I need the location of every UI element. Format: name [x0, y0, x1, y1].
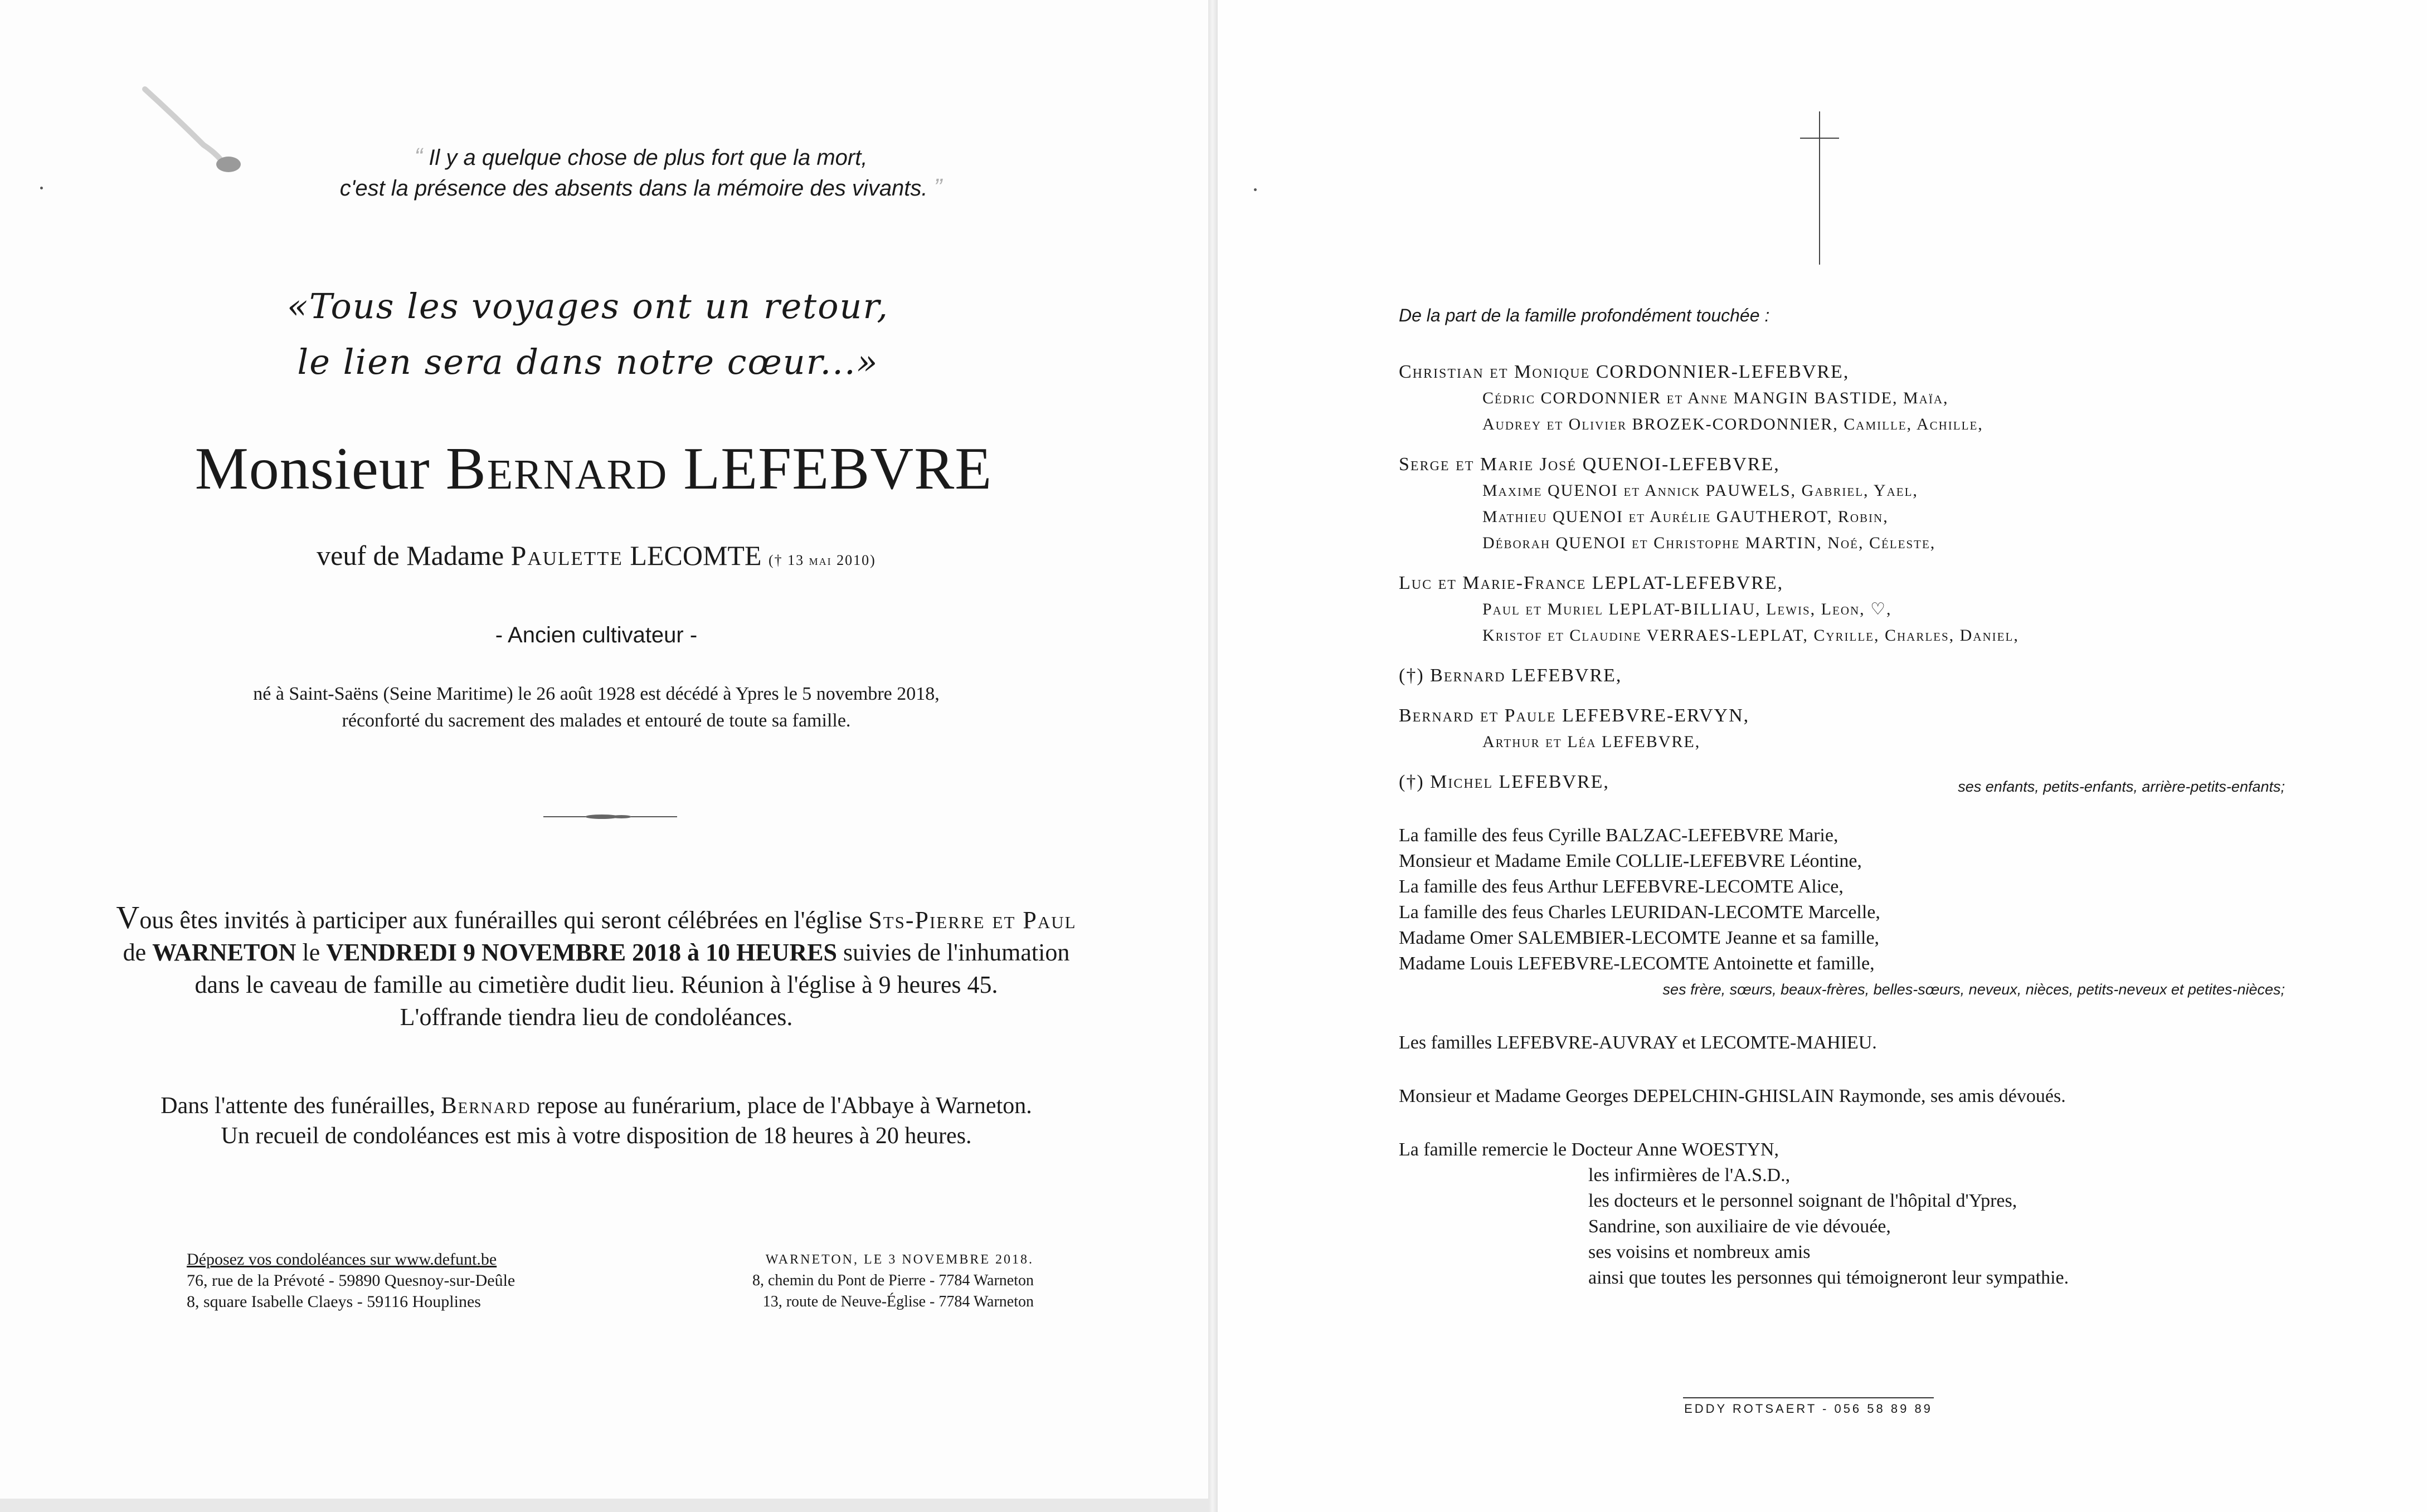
relative-line: La famille des feus Arthur LEFEBVRE-LECOMTE Alice,: [1399, 876, 1844, 897]
profession: - Ancien cultivateur -: [495, 623, 698, 647]
family-sub: Kristof et Claudine VERRAES-LEPLAT, Cyrille, Charles, Daniel,: [1482, 626, 2019, 645]
epigraph-line-1: [312, 142, 970, 173]
open-quote-mark: “: [414, 143, 423, 170]
wake-info: [84, 1091, 1109, 1151]
address-left-2: 8, square Isabelle Claeys - 59116 Houplines: [187, 1292, 481, 1311]
church-name: Sts-Pierre et Paul: [868, 906, 1077, 934]
funeral-invitation: [95, 901, 1098, 1033]
funeral-text-2: de: [123, 939, 147, 966]
michel-name: (†) Michel LEFEBVRE,: [1399, 772, 1609, 792]
family-group: [1399, 359, 2285, 437]
thanks-line: les docteurs et le personnel soignant de l'hôpital d'Ypres,: [1588, 1191, 2017, 1211]
thanks-line: ainsi que toutes les personnes qui témoigneront leur sympathie.: [1588, 1267, 2069, 1288]
thanks-line: les infirmières de l'A.S.D.,: [1588, 1165, 1791, 1186]
address-right-1: 8, chemin du Pont de Pierre - 7784 Warneton: [752, 1272, 1034, 1289]
family-sub: Maxime QUENOI et Annick PAUWELS, Gabriel, Yael,: [1482, 481, 1918, 500]
family-main: Bernard et Paule LEFEBVRE-ERVYN,: [1399, 705, 1750, 726]
thanks-main: La famille remercie le Docteur Anne WOESTYN,: [1399, 1139, 1779, 1160]
friends-line: Monsieur et Madame Georges DEPELCHIN-GHISLAIN Raymonde, ses amis dévoués.: [1399, 1086, 2066, 1106]
wake-text-1: Dans l'attente des funérailles,: [160, 1093, 435, 1119]
relative-line: Monsieur et Madame Emile COLLIE-LEFEBVRE Léontine,: [1399, 851, 1862, 871]
cross-icon: [1800, 111, 1839, 265]
wake-name: Bernard: [441, 1093, 531, 1119]
relative-line: La famille des feus Charles LEURIDAN-LECOMTE Marcelle,: [1399, 902, 1880, 923]
spouse-death-note: († 13 mai 2010): [769, 552, 876, 568]
relative-line: La famille des feus Cyrille BALZAC-LEFEBVRE Marie,: [1399, 825, 1839, 846]
widow-text: veuf de Madame: [317, 540, 504, 571]
michel-line: [1399, 769, 2285, 795]
widow-line: [167, 539, 1025, 572]
condolences-link[interactable]: Déposez vos condoléances sur www.defunt.be: [187, 1250, 497, 1269]
thanks-line: Sandrine, son auxiliaire de vie dévouée,: [1588, 1216, 1891, 1237]
poem-line-2: le lien sera dans notre cœur...»: [297, 342, 879, 382]
family-list: [1399, 359, 2285, 1291]
funeral-text-4: suivies de l'inhumation: [843, 939, 1070, 966]
scan-dot: [1254, 188, 1257, 191]
siblings-note: ses frère, sœurs, beaux-frères, belles-sœurs, neveux, nièces, petits-neveux et petites-nièces;: [1662, 981, 2285, 998]
footer-left: [187, 1249, 610, 1313]
spouse-first-name: Paulette: [510, 540, 623, 571]
ornament-divider: [543, 812, 677, 821]
epigraph-text-2: c'est la présence des absents dans la mémoire des vivants.: [339, 176, 928, 201]
funeral-text-3: le: [302, 939, 320, 966]
footer-right: [613, 1249, 1034, 1313]
family-sub: Paul et Muriel LEPLAT-BILLIAU, Lewis, Leon, ♡,: [1482, 600, 1892, 618]
family-main: (†) Bernard LEFEBVRE,: [1399, 665, 1622, 686]
family-group: [1399, 703, 2285, 755]
families-line: Les familles LEFEBVRE-AUVRAY et LECOMTE-MAHIEU.: [1399, 1032, 1877, 1053]
relative-line: Madame Louis LEFEBVRE-LECOMTE Antoinette et famille,: [1399, 953, 1875, 974]
scan-dot: [40, 187, 43, 189]
funeral-line-2: [95, 937, 1098, 969]
wake-line-2: Un recueil de condoléances est mis à votre disposition de 18 heures à 20 heures.: [221, 1123, 972, 1149]
birth-details: [145, 681, 1048, 734]
last-name: LEFEBVRE: [683, 436, 993, 502]
relative-line: Madame Omer SALEMBIER-LECOMTE Jeanne et sa famille,: [1399, 928, 1880, 948]
family-sub: Déborah QUENOI et Christophe MARTIN, Noé, Céleste,: [1482, 534, 1936, 552]
close-quote-mark: ”: [933, 174, 942, 201]
epigraph: [312, 142, 970, 203]
family-sub: Audrey et Olivier BROZEK-CORDONNIER, Camille, Achille,: [1482, 415, 1983, 433]
address-right-2: 13, route de Neuve-Église - 7784 Warneton: [762, 1293, 1034, 1310]
address-left-1: 76, rue de la Prévoté - 59890 Quesnoy-sur-Deûle: [187, 1271, 515, 1290]
children-note: ses enfants, petits-enfants, arrière-petits-enfants;: [1958, 778, 2285, 795]
wake-text-2: repose au funérarium, place de l'Abbaye à Warneton.: [537, 1093, 1032, 1119]
name-prefix: Monsieur: [194, 436, 430, 502]
funeral-line-1: [95, 901, 1098, 937]
paper-smudge: [142, 84, 259, 173]
thanks-line: ses voisins et nombreux amis: [1588, 1242, 1811, 1262]
printer-credit: EDDY ROTSAERT - 056 58 89 89: [1683, 1397, 1934, 1416]
family-group: [1399, 570, 2285, 648]
family-group: [1399, 452, 2285, 556]
scan-bottom-edge: [0, 1499, 1209, 1512]
birth-line-1: né à Saint-Saëns (Seine Maritime) le 26 août 1928 est décédé à Ypres le 5 novembre 2018,: [253, 684, 940, 704]
family-sub: Arthur et Léa LEFEBVRE,: [1482, 733, 1701, 751]
family-main: Serge et Marie José QUENOI-LEFEBVRE,: [1399, 454, 1780, 475]
deceased-name: [100, 435, 1087, 504]
funeral-line-3: dans le caveau de famille au cimetière dudit lieu. Réunion à l'église à 9 heures 45.: [194, 971, 998, 998]
poem-line-1: «Tous les voyages ont un retour,: [286, 286, 889, 326]
funeral-line-4: L'offrande tiendra lieu de condoléances.: [400, 1003, 793, 1031]
funeral-town: WARNETON: [152, 939, 296, 966]
first-name: Bernard: [445, 436, 668, 502]
drop-initial: V: [116, 899, 140, 935]
family-main: Christian et Monique CORDONNIER-LEFEBVRE,: [1399, 362, 1850, 382]
epigraph-text-1: Il y a quelque chose de plus fort que la mort,: [429, 145, 868, 170]
spouse-last-name: LECOMTE: [630, 540, 762, 571]
wake-line-1: [84, 1091, 1109, 1121]
funeral-date: VENDREDI 9 NOVEMBRE 2018 à 10 HEURES: [326, 939, 838, 966]
funeral-text-1: ous êtes invités à participer aux funérailles qui seront célébrées en l'église: [139, 906, 863, 934]
family-main: Luc et Marie-France LEPLAT-LEFEBVRE,: [1399, 573, 1784, 593]
place-date: WARNETON, LE 3 NOVEMBRE 2018.: [765, 1252, 1034, 1267]
left-page: [0, 0, 1209, 1512]
from-family-line: De la part de la famille profondément touchée :: [1399, 305, 1770, 325]
birth-line-2: réconforté du sacrement des malades et entouré de toute sa famille.: [342, 710, 851, 731]
epigraph-line-2: [312, 173, 970, 203]
poem: [267, 279, 908, 390]
family-sub: Cédric CORDONNIER et Anne MANGIN BASTIDE, Maïa,: [1482, 389, 1949, 407]
family-sub: Mathieu QUENOI et Aurélie GAUTHEROT, Robin,: [1482, 508, 1889, 526]
